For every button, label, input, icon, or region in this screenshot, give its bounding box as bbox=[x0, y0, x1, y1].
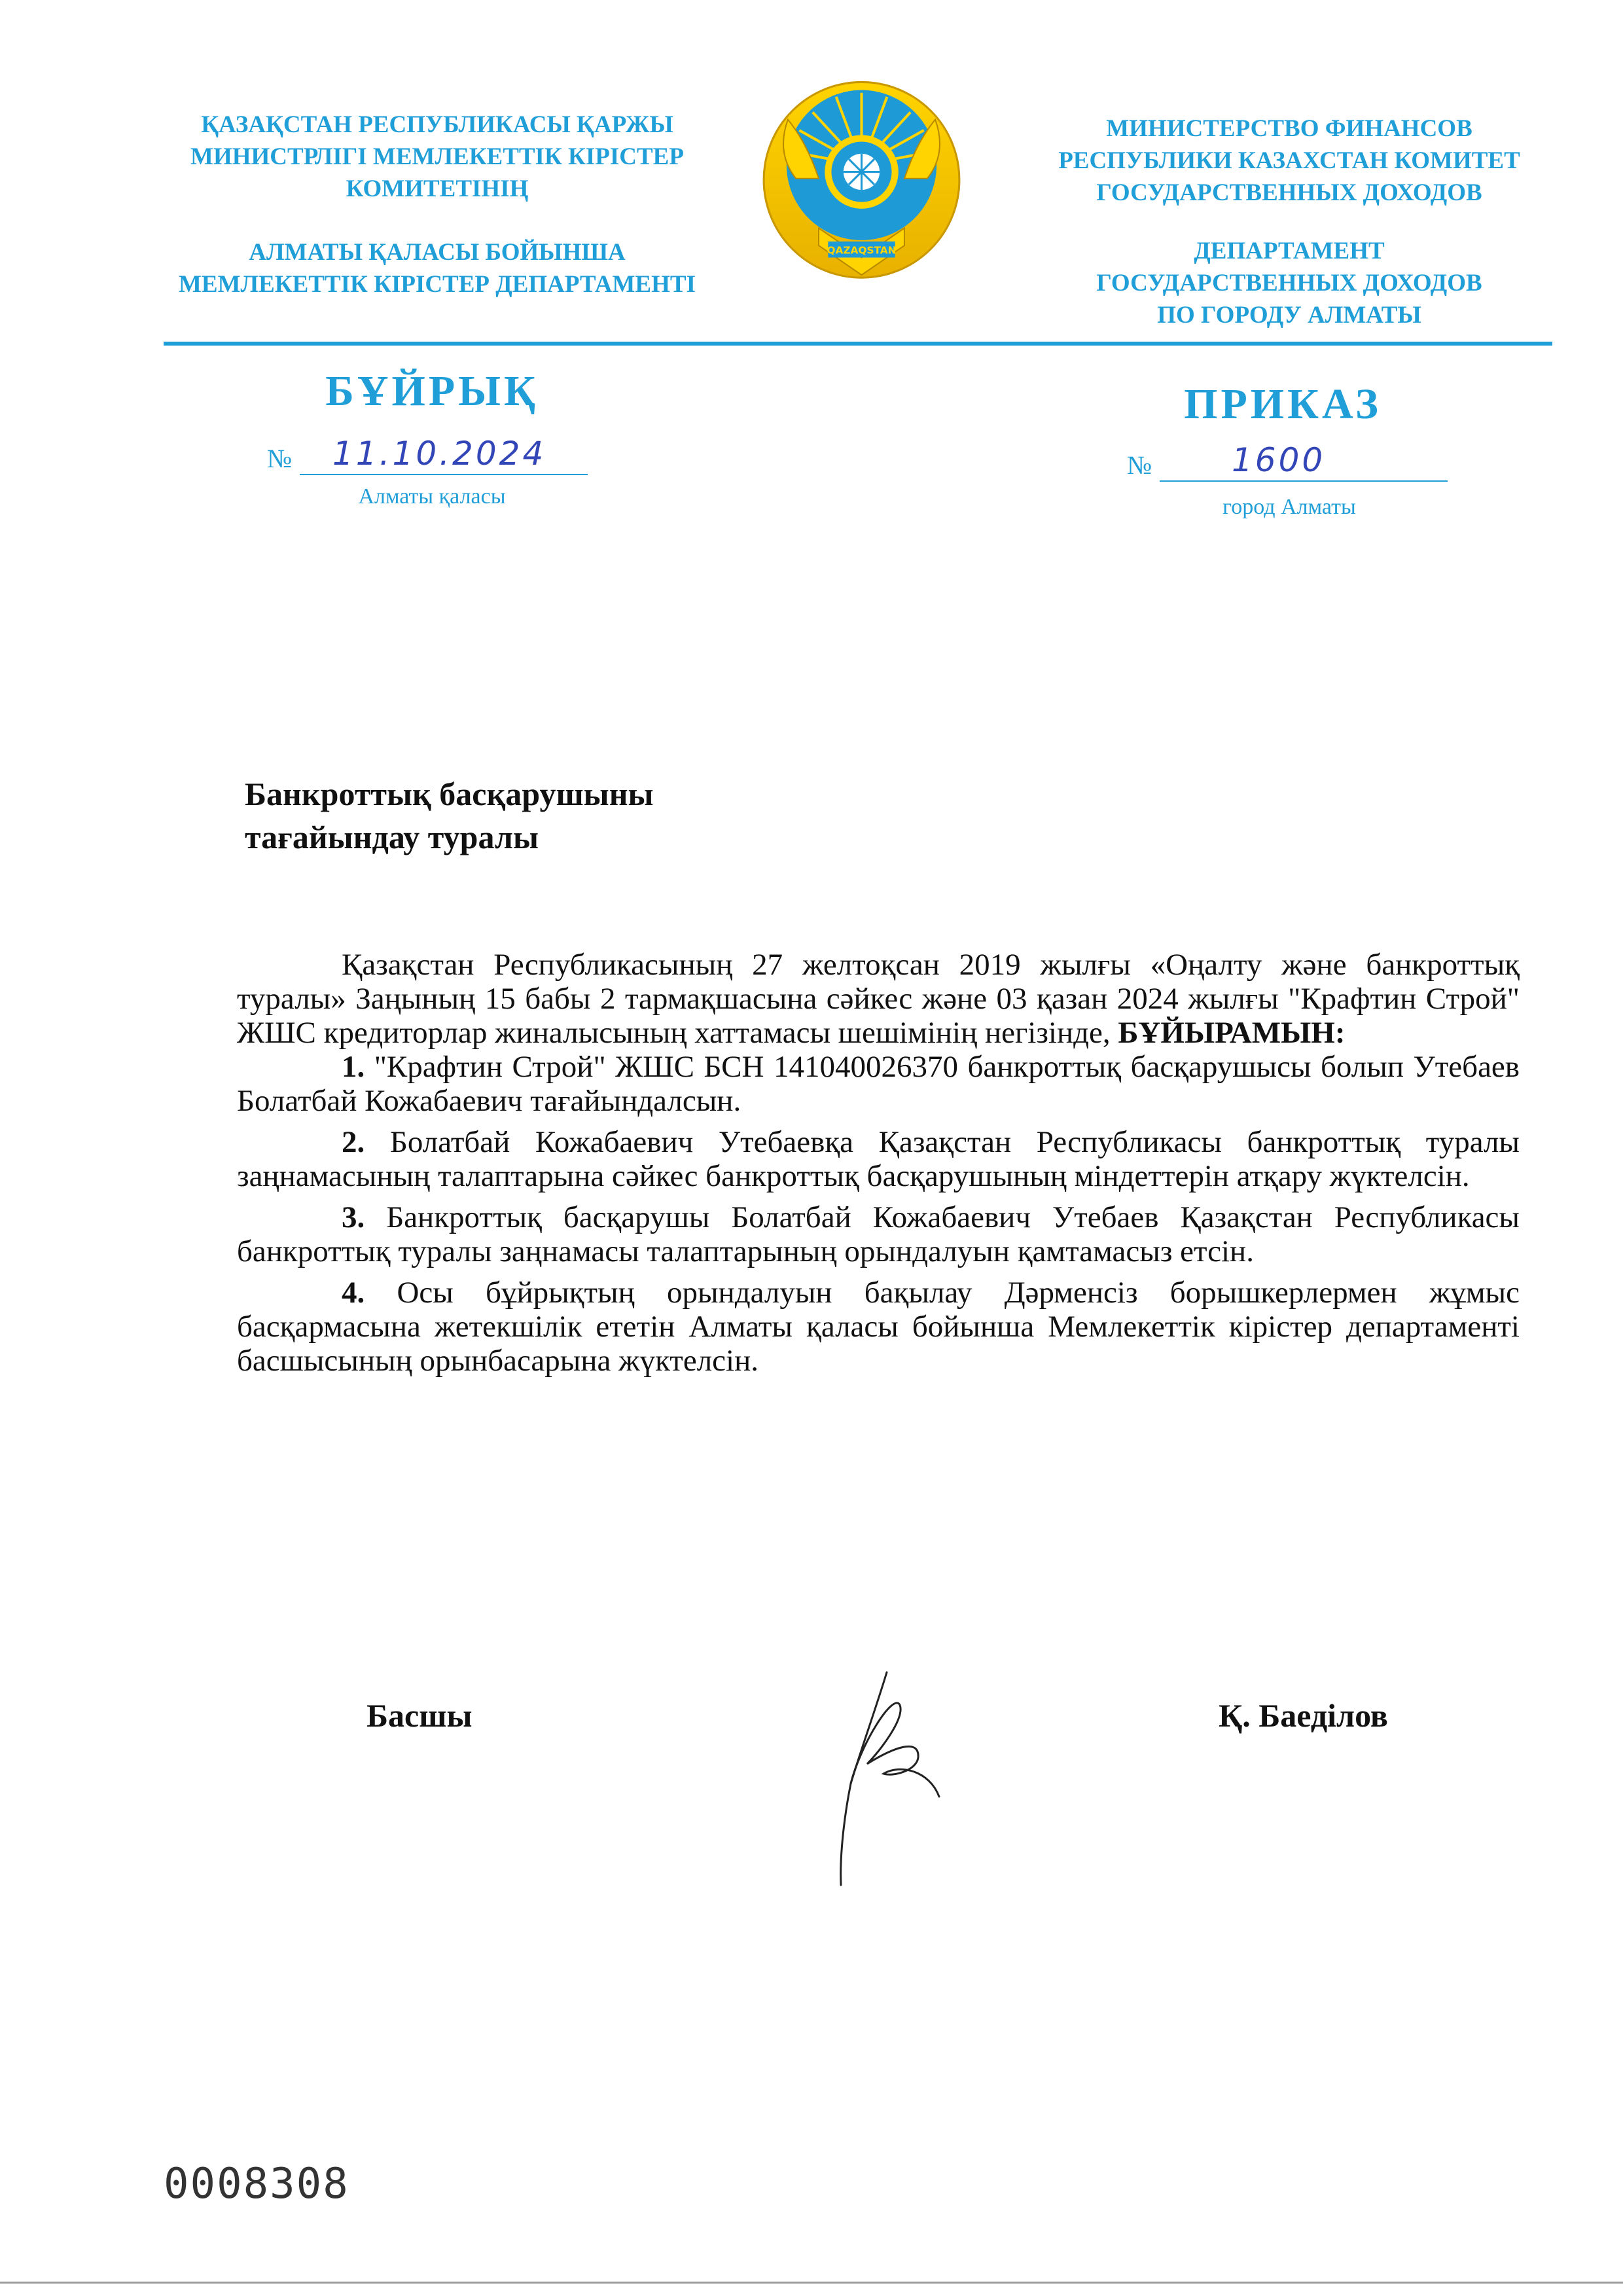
committee-line: КОМИТЕТІНІҢ bbox=[346, 175, 529, 202]
department-line: АЛМАТЫ ҚАЛАСЫ БОЙЫНША bbox=[249, 239, 626, 266]
order-number-row-ru bbox=[1127, 439, 1448, 484]
handwritten-signature-icon bbox=[821, 1666, 972, 1892]
body-item bbox=[237, 1276, 1520, 1378]
committee-line: ҚАЗАҚСТАН РЕСПУБЛИКАСЫ ҚАРЖЫ bbox=[201, 111, 673, 138]
order-body bbox=[237, 948, 1520, 1385]
committee-line: ГОСУДАРСТВЕННЫХ ДОХОДОВ bbox=[1096, 179, 1482, 206]
item-number: 2. bbox=[342, 1125, 365, 1159]
order-city-kz: Алматы қаласы bbox=[358, 484, 506, 509]
department-line: МЕМЛЕКЕТТІК КІРІСТЕР ДЕПАРТАМЕНТІ bbox=[179, 271, 696, 298]
intro-text: Қазақстан Республикасының 27 желтоқсан 2019 жылғы «Оңалту және банкроттық туралы» Заңының 15 бабы 2 тармақшасына сәйкес және 03 қазан 2024 жылғы "Крафтин Строй" ЖШС кредиторлар жиналысының хаттамасы шешімінің негізінде, bbox=[237, 948, 1520, 1050]
order-date-handwritten: 11.10.2024 bbox=[332, 435, 546, 473]
header-divider bbox=[164, 342, 1552, 346]
item-number: 1. bbox=[342, 1050, 365, 1084]
department-line: ПО ГОРОДУ АЛМАТЫ bbox=[1157, 302, 1421, 329]
number-underline bbox=[1160, 480, 1448, 482]
body-item bbox=[237, 1200, 1520, 1268]
department-line: ГОСУДАРСТВЕННЫХ ДОХОДОВ bbox=[1096, 270, 1482, 296]
committee-line: МИНИСТРЛІГІ МЕМЛЕКЕТТІК КІРІСТЕР bbox=[190, 143, 684, 170]
order-city-ru: город Алматы bbox=[1222, 495, 1356, 519]
order-number-row-kz bbox=[267, 432, 594, 478]
page-edge bbox=[0, 2282, 1623, 2284]
subject-line: тағайындау туралы bbox=[245, 819, 539, 855]
committee-line: РЕСПУБЛИКИ КАЗАХСТАН КОМИТЕТ bbox=[1058, 147, 1520, 174]
order-subject bbox=[245, 772, 654, 859]
document-serial-number: 0008308 bbox=[164, 2160, 349, 2208]
signatory-role: Басшы bbox=[366, 1697, 473, 1734]
committee-line: МИНИСТЕРСТВО ФИНАНСОВ bbox=[1106, 115, 1472, 142]
signatory-name: Қ. Баеділов bbox=[1219, 1697, 1388, 1734]
subject-line: Банкроттық басқарушыны bbox=[245, 776, 654, 812]
kazakhstan-state-emblem-icon bbox=[761, 77, 962, 293]
number-sign: № bbox=[267, 444, 293, 473]
header-left bbox=[149, 109, 725, 300]
item-number: 4. bbox=[342, 1276, 365, 1310]
body-intro bbox=[237, 948, 1520, 1050]
number-sign: № bbox=[1127, 450, 1152, 480]
header-right bbox=[995, 113, 1584, 331]
order-number-handwritten: 1600 bbox=[1232, 441, 1326, 479]
body-item bbox=[237, 1125, 1520, 1193]
order-title-kz: БҰЙРЫҚ bbox=[325, 367, 539, 415]
intro-command: БҰЙЫРАМЫН: bbox=[1118, 1016, 1346, 1050]
item-text: Осы бұйрықтың орындалуын бақылау Дәрменсіз борышкерлермен жұмыс басқармасына жетекшілік ететін Алматы қаласы бойынша Мемлекеттік кірістер департаменті басшысының орынбасарына жүктелсін. bbox=[237, 1276, 1520, 1378]
item-number: 3. bbox=[342, 1200, 365, 1234]
body-item bbox=[237, 1050, 1520, 1118]
item-text: Банкроттық басқарушы Болатбай Кожабаевич Утебаев Қазақстан Республикасы банкроттық туралы заңнамасы талаптарының орындалуын қамтамасыз етсін. bbox=[237, 1200, 1520, 1268]
item-text: "Крафтин Строй" ЖШС БСН 141040026370 банкроттық басқарушысы болып Утебаев Болатбай Кожабаевич тағайындалсын. bbox=[237, 1050, 1520, 1118]
number-underline bbox=[300, 474, 588, 475]
item-text: Болатбай Кожабаевич Утебаевқа Қазақстан Республикасы банкроттық туралы заңнамасының талаптарына сәйкес банкроттық басқарушының міндеттерін атқару жүктелсін. bbox=[237, 1125, 1520, 1193]
order-title-ru: ПРИКАЗ bbox=[1184, 380, 1382, 428]
department-line: ДЕПАРТАМЕНТ bbox=[1194, 238, 1385, 264]
emblem-inscription: QAZAQSTAN bbox=[827, 244, 897, 257]
